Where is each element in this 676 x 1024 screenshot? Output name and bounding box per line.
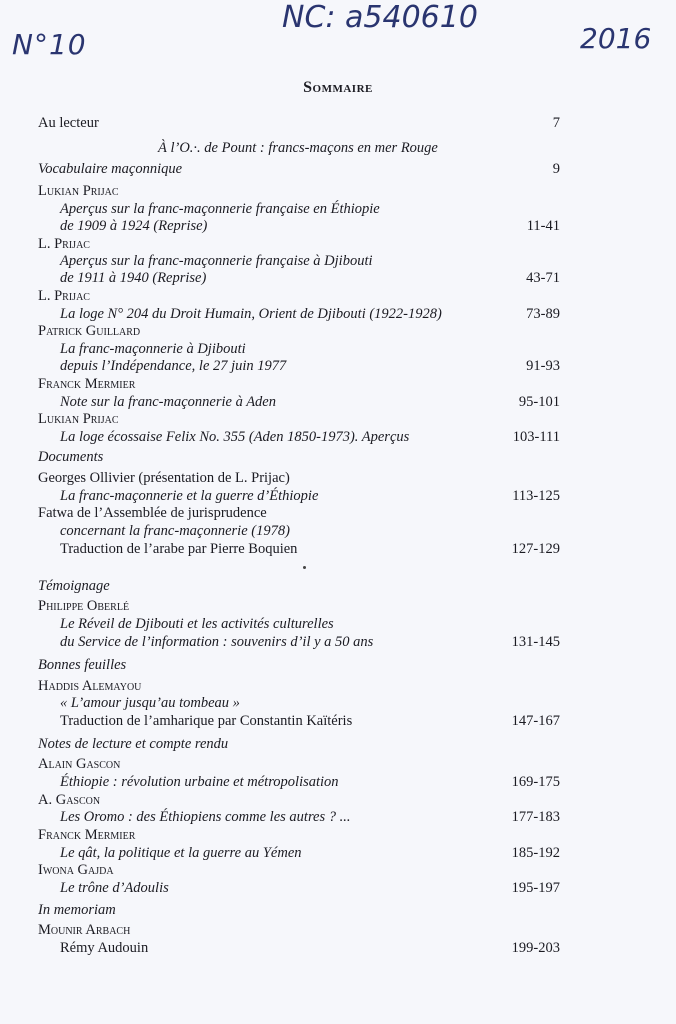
toc-author <box>38 182 560 200</box>
entry-text: Vocabulaire maçonnique <box>38 161 183 177</box>
handwritten-number: N°10 <box>12 28 87 61</box>
entry-text: Note sur la franc-maçonnerie à Aden <box>60 394 276 410</box>
toc-author <box>38 826 560 844</box>
entry-text: de 1909 à 1924 (Reprise) <box>60 218 208 234</box>
toc-entry <box>38 393 560 411</box>
toc-entry <box>38 305 560 323</box>
entry-page: 91-93 <box>526 358 560 374</box>
entry-text: Iwona Gajda <box>38 862 114 878</box>
toc-author <box>38 597 560 615</box>
toc-entry <box>38 540 560 558</box>
entry-text: Le trône d’Adoulis <box>60 880 169 896</box>
entry-text: À l’O.·. de Pount : francs-maçons en mer Rouge <box>158 140 438 156</box>
toc-entry <box>38 773 560 791</box>
entry-page: 177-183 <box>511 809 560 825</box>
toc-section <box>38 577 560 595</box>
entry-page: 9 <box>552 161 560 177</box>
entry-text: L. Prijac <box>38 236 90 252</box>
entry-text: du Service de l’information : souvenirs d’il y a 50 ans <box>60 634 374 650</box>
toc-author <box>38 469 560 487</box>
entry-page: 147-167 <box>511 713 560 729</box>
entry-text: La loge écossaise Felix No. 355 (Aden 1850-1973). Aperçus <box>60 429 410 445</box>
toc-author <box>38 375 560 393</box>
toc-entry <box>38 340 560 358</box>
toc-entry <box>38 200 560 218</box>
toc-entry <box>38 269 560 287</box>
ink-dot <box>303 566 306 569</box>
entry-text: Alain Gascon <box>38 756 121 772</box>
entry-page: 95-101 <box>518 394 560 410</box>
entry-text: Les Oromo : des Éthiopiens comme les autres ? ... <box>60 809 351 825</box>
entry-text: Lukian Prijac <box>38 183 119 199</box>
toc-entry <box>38 217 560 235</box>
toc-entry <box>38 114 560 132</box>
toc-section <box>38 901 560 919</box>
entry-text: Haddis Alemayou <box>38 678 142 694</box>
entry-text: Traduction de l’amharique par Constantin Kaïtéris <box>60 713 353 729</box>
entry-text: Traduction de l’arabe par Pierre Boquien <box>60 541 298 557</box>
entry-text: depuis l’Indépendance, le 27 juin 1977 <box>60 358 287 374</box>
entry-text: Fatwa de l’Assemblée de jurisprudence <box>38 505 267 521</box>
entry-page: 131-145 <box>511 634 560 650</box>
entry-text: In memoriam <box>38 902 116 918</box>
toc-entry <box>38 615 560 633</box>
entry-page: 185-192 <box>511 845 560 861</box>
toc-author <box>38 504 560 522</box>
page-title: Sommaire <box>303 79 373 96</box>
entry-text: La franc-maçonnerie à Djibouti <box>60 341 246 357</box>
entry-text: Patrick Guillard <box>38 323 141 339</box>
toc-entry <box>38 808 560 826</box>
entry-text: La franc-maçonnerie et la guerre d’Éthiopie <box>60 488 319 504</box>
entry-text: Lukian Prijac <box>38 411 119 427</box>
entry-page: 11-41 <box>526 218 560 234</box>
entry-text: Au lecteur <box>38 115 99 131</box>
entry-text: concernant la franc-maçonnerie (1978) <box>60 523 290 539</box>
entry-page: 7 <box>552 115 560 131</box>
toc-author <box>38 322 560 340</box>
entry-text: Bonnes feuilles <box>38 657 127 673</box>
entry-page: 73-89 <box>526 306 560 322</box>
entry-page: 43-71 <box>526 270 560 286</box>
entry-text: « L’amour jusqu’au tombeau » <box>60 695 240 711</box>
entry-text: Franck Mermier <box>38 376 136 392</box>
toc-author <box>38 235 560 253</box>
entry-page: 199-203 <box>511 940 560 956</box>
entry-text: de 1911 à 1940 (Reprise) <box>60 270 207 286</box>
toc-entry <box>38 139 560 157</box>
entry-text: Éthiopie : révolution urbaine et métropolisation <box>60 774 339 790</box>
toc-section <box>38 656 560 674</box>
toc-section <box>38 448 560 466</box>
entry-text: Philippe Oberlé <box>38 598 130 614</box>
entry-page: 113-125 <box>512 488 560 504</box>
entry-page: 103-111 <box>512 429 560 445</box>
entry-text: L. Prijac <box>38 288 90 304</box>
toc-author <box>38 287 560 305</box>
entry-text: La loge N° 204 du Droit Humain, Orient de Djibouti (1922-1928) <box>60 306 442 322</box>
entry-text: Le qât, la politique et la guerre au Yémen <box>60 845 302 861</box>
handwritten-call-number: NC: a540610 <box>282 0 478 35</box>
toc-entry <box>38 357 560 375</box>
toc-author <box>38 791 560 809</box>
entry-text: Georges Ollivier (présentation de L. Prijac) <box>38 470 290 486</box>
toc-entry <box>38 844 560 862</box>
entry-text: Aperçus sur la franc-maçonnerie française à Djibouti <box>60 253 373 269</box>
toc-entry <box>38 712 560 730</box>
entry-text: Mounir Arbach <box>38 922 131 938</box>
entry-text: Notes de lecture et compte rendu <box>38 736 229 752</box>
entry-text: Aperçus sur la franc-maçonnerie française en Éthiopie <box>60 201 380 217</box>
entry-text: Le Réveil de Djibouti et les activités culturelles <box>60 616 334 632</box>
entry-page: 195-197 <box>511 880 560 896</box>
toc-author <box>38 410 560 428</box>
toc-entry <box>38 522 560 540</box>
entry-text: Rémy Audouin <box>60 940 149 956</box>
entry-text: A. Gascon <box>38 792 101 808</box>
entry-text: Témoignage <box>38 578 110 594</box>
entry-page: 169-175 <box>511 774 560 790</box>
toc-section <box>38 735 560 753</box>
toc-author <box>38 921 560 939</box>
toc-entry <box>38 879 560 897</box>
toc-entry <box>38 939 560 957</box>
toc-author <box>38 755 560 773</box>
handwritten-year: 2016 <box>580 22 652 55</box>
toc-entry <box>38 694 560 712</box>
entry-text: Franck Mermier <box>38 827 136 843</box>
toc-entry <box>38 252 560 270</box>
toc-entry <box>38 428 560 446</box>
entry-text: Documents <box>38 449 104 465</box>
entry-page: 127-129 <box>511 541 560 557</box>
toc-entry <box>38 487 560 505</box>
toc-entry <box>38 633 560 651</box>
toc-section <box>38 160 560 178</box>
toc-author <box>38 677 560 695</box>
toc-author <box>38 861 560 879</box>
